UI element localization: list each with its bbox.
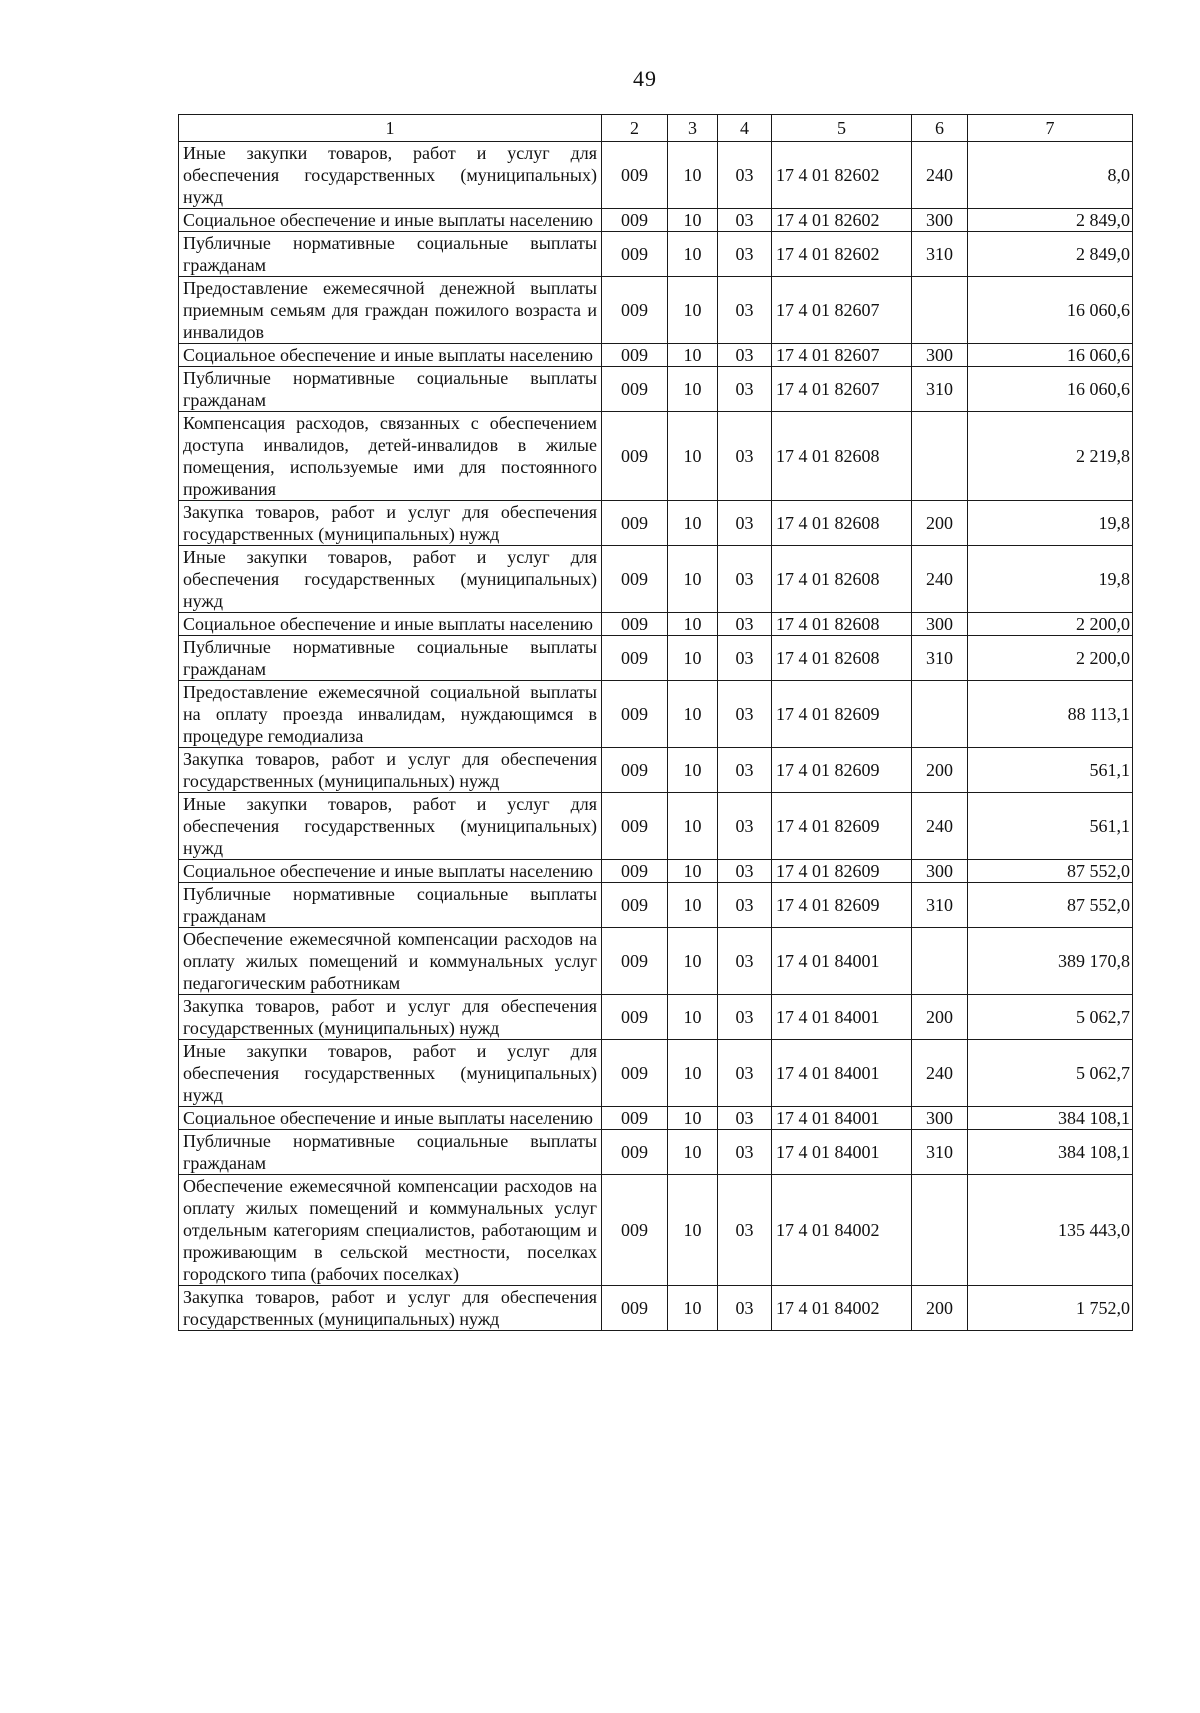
header-col-7: 7 — [968, 115, 1133, 142]
row-target-article: 17 4 01 82607 — [772, 277, 912, 344]
header-col-5: 5 — [772, 115, 912, 142]
row-grbs-code: 009 — [602, 1107, 668, 1130]
header-col-4: 4 — [718, 115, 772, 142]
row-target-article: 17 4 01 82608 — [772, 501, 912, 546]
row-target-article: 17 4 01 82608 — [772, 412, 912, 501]
row-section-code: 10 — [668, 928, 718, 995]
row-amount: 5 062,7 — [968, 1040, 1133, 1107]
row-grbs-code: 009 — [602, 277, 668, 344]
budget-table — [178, 114, 1133, 1331]
row-section-code: 10 — [668, 793, 718, 860]
row-grbs-code: 009 — [602, 1286, 668, 1331]
row-subsection-code: 03 — [718, 1040, 772, 1107]
row-expense-type: 300 — [912, 344, 968, 367]
row-grbs-code: 009 — [602, 501, 668, 546]
row-target-article: 17 4 01 84001 — [772, 995, 912, 1040]
row-amount: 16 060,6 — [968, 277, 1133, 344]
row-subsection-code: 03 — [718, 883, 772, 928]
row-expense-type: 300 — [912, 613, 968, 636]
table-row — [179, 613, 1133, 636]
row-target-article: 17 4 01 84001 — [772, 1107, 912, 1130]
row-subsection-code: 03 — [718, 793, 772, 860]
row-description: Социальное обеспечение и иные выплаты населению — [179, 209, 602, 232]
row-description: Социальное обеспечение и иные выплаты населению — [179, 344, 602, 367]
row-amount: 88 113,1 — [968, 681, 1133, 748]
row-subsection-code: 03 — [718, 277, 772, 344]
row-section-code: 10 — [668, 636, 718, 681]
row-amount: 2 200,0 — [968, 636, 1133, 681]
row-target-article: 17 4 01 84002 — [772, 1175, 912, 1286]
header-col-3: 3 — [668, 115, 718, 142]
row-description: Обеспечение ежемесячной компенсации расходов на оплату жилых помещений и коммунальных услуг педагогическим работникам — [179, 928, 602, 995]
row-description: Закупка товаров, работ и услуг для обеспечения государственных (муниципальных) нужд — [179, 1286, 602, 1331]
row-grbs-code: 009 — [602, 681, 668, 748]
row-section-code: 10 — [668, 748, 718, 793]
table-row — [179, 367, 1133, 412]
row-grbs-code: 009 — [602, 613, 668, 636]
row-target-article: 17 4 01 82602 — [772, 232, 912, 277]
row-grbs-code: 009 — [602, 142, 668, 209]
row-target-article: 17 4 01 82609 — [772, 793, 912, 860]
row-amount: 8,0 — [968, 142, 1133, 209]
row-target-article: 17 4 01 82609 — [772, 860, 912, 883]
row-amount: 19,8 — [968, 546, 1133, 613]
row-expense-type: 200 — [912, 501, 968, 546]
row-subsection-code: 03 — [718, 1286, 772, 1331]
row-expense-type: 310 — [912, 232, 968, 277]
row-section-code: 10 — [668, 1175, 718, 1286]
row-target-article: 17 4 01 82608 — [772, 636, 912, 681]
row-subsection-code: 03 — [718, 209, 772, 232]
row-subsection-code: 03 — [718, 613, 772, 636]
row-description: Иные закупки товаров, работ и услуг для обеспечения государственных (муниципальных) нужд — [179, 1040, 602, 1107]
table-row — [179, 883, 1133, 928]
row-description: Публичные нормативные социальные выплаты гражданам — [179, 232, 602, 277]
row-grbs-code: 009 — [602, 860, 668, 883]
row-expense-type: 310 — [912, 1130, 968, 1175]
row-expense-type: 300 — [912, 1107, 968, 1130]
row-target-article: 17 4 01 84001 — [772, 1040, 912, 1107]
table-row — [179, 1107, 1133, 1130]
row-grbs-code: 009 — [602, 1130, 668, 1175]
table-row — [179, 142, 1133, 209]
row-description: Публичные нормативные социальные выплаты гражданам — [179, 636, 602, 681]
row-section-code: 10 — [668, 412, 718, 501]
row-grbs-code: 009 — [602, 1040, 668, 1107]
row-description: Публичные нормативные социальные выплаты гражданам — [179, 367, 602, 412]
header-col-2: 2 — [602, 115, 668, 142]
row-section-code: 10 — [668, 681, 718, 748]
row-grbs-code: 009 — [602, 367, 668, 412]
row-section-code: 10 — [668, 1040, 718, 1107]
row-description: Иные закупки товаров, работ и услуг для обеспечения государственных (муниципальных) нужд — [179, 142, 602, 209]
row-amount: 135 443,0 — [968, 1175, 1133, 1286]
row-section-code: 10 — [668, 883, 718, 928]
row-amount: 87 552,0 — [968, 860, 1133, 883]
row-subsection-code: 03 — [718, 546, 772, 613]
row-grbs-code: 009 — [602, 928, 668, 995]
row-section-code: 10 — [668, 232, 718, 277]
table-row — [179, 636, 1133, 681]
row-section-code: 10 — [668, 367, 718, 412]
row-expense-type: 200 — [912, 1286, 968, 1331]
row-amount: 389 170,8 — [968, 928, 1133, 995]
row-amount: 2 219,8 — [968, 412, 1133, 501]
row-subsection-code: 03 — [718, 142, 772, 209]
row-target-article: 17 4 01 82607 — [772, 367, 912, 412]
row-description: Социальное обеспечение и иные выплаты населению — [179, 860, 602, 883]
table-header — [179, 115, 1133, 142]
row-expense-type: 310 — [912, 883, 968, 928]
row-expense-type — [912, 412, 968, 501]
row-expense-type: 300 — [912, 209, 968, 232]
row-expense-type: 200 — [912, 995, 968, 1040]
row-target-article: 17 4 01 84001 — [772, 1130, 912, 1175]
page-number: 49 — [633, 66, 657, 91]
row-subsection-code: 03 — [718, 1130, 772, 1175]
row-grbs-code: 009 — [602, 344, 668, 367]
row-grbs-code: 009 — [602, 412, 668, 501]
row-description: Закупка товаров, работ и услуг для обеспечения государственных (муниципальных) нужд — [179, 748, 602, 793]
table-row — [179, 1040, 1133, 1107]
header-row — [179, 115, 1133, 142]
row-description: Социальное обеспечение и иные выплаты населению — [179, 613, 602, 636]
row-subsection-code: 03 — [718, 412, 772, 501]
row-subsection-code: 03 — [718, 501, 772, 546]
row-section-code: 10 — [668, 277, 718, 344]
row-amount: 2 849,0 — [968, 232, 1133, 277]
row-section-code: 10 — [668, 546, 718, 613]
row-section-code: 10 — [668, 1130, 718, 1175]
row-expense-type — [912, 1175, 968, 1286]
row-description: Закупка товаров, работ и услуг для обеспечения государственных (муниципальных) нужд — [179, 501, 602, 546]
row-subsection-code: 03 — [718, 681, 772, 748]
table-row — [179, 860, 1133, 883]
table-row — [179, 793, 1133, 860]
row-section-code: 10 — [668, 860, 718, 883]
row-target-article: 17 4 01 82609 — [772, 748, 912, 793]
table-row — [179, 928, 1133, 995]
row-subsection-code: 03 — [718, 367, 772, 412]
row-subsection-code: 03 — [718, 995, 772, 1040]
row-expense-type: 240 — [912, 142, 968, 209]
row-section-code: 10 — [668, 501, 718, 546]
row-description: Социальное обеспечение и иные выплаты населению — [179, 1107, 602, 1130]
row-amount: 16 060,6 — [968, 367, 1133, 412]
row-grbs-code: 009 — [602, 995, 668, 1040]
row-amount: 561,1 — [968, 748, 1133, 793]
row-section-code: 10 — [668, 613, 718, 636]
row-section-code: 10 — [668, 142, 718, 209]
row-description: Компенсация расходов, связанных с обеспечением доступа инвалидов, детей-инвалидов в жилые помещения, используемые ими для постоянного проживания — [179, 412, 602, 501]
row-description: Предоставление ежемесячной денежной выплаты приемным семьям для граждан пожилого возраста и инвалидов — [179, 277, 602, 344]
row-grbs-code: 009 — [602, 748, 668, 793]
row-expense-type: 200 — [912, 748, 968, 793]
row-target-article: 17 4 01 82602 — [772, 209, 912, 232]
row-grbs-code: 009 — [602, 883, 668, 928]
row-amount: 384 108,1 — [968, 1107, 1133, 1130]
row-subsection-code: 03 — [718, 1107, 772, 1130]
row-description: Иные закупки товаров, работ и услуг для обеспечения государственных (муниципальных) нужд — [179, 546, 602, 613]
row-amount: 2 200,0 — [968, 613, 1133, 636]
row-expense-type — [912, 277, 968, 344]
row-subsection-code: 03 — [718, 1175, 772, 1286]
row-description: Закупка товаров, работ и услуг для обеспечения государственных (муниципальных) нужд — [179, 995, 602, 1040]
row-section-code: 10 — [668, 1107, 718, 1130]
row-grbs-code: 009 — [602, 546, 668, 613]
header-col-6: 6 — [912, 115, 968, 142]
table-row — [179, 209, 1133, 232]
row-subsection-code: 03 — [718, 928, 772, 995]
table-row — [179, 546, 1133, 613]
row-amount: 5 062,7 — [968, 995, 1133, 1040]
row-description: Предоставление ежемесячной социальной выплаты на оплату проезда инвалидам, нуждающимся в процедуре гемодиализа — [179, 681, 602, 748]
row-description: Иные закупки товаров, работ и услуг для обеспечения государственных (муниципальных) нужд — [179, 793, 602, 860]
row-expense-type: 310 — [912, 367, 968, 412]
table-body — [179, 142, 1133, 1331]
row-target-article: 17 4 01 82609 — [772, 681, 912, 748]
row-section-code: 10 — [668, 209, 718, 232]
row-grbs-code: 009 — [602, 793, 668, 860]
row-subsection-code: 03 — [718, 344, 772, 367]
row-subsection-code: 03 — [718, 748, 772, 793]
row-subsection-code: 03 — [718, 636, 772, 681]
row-amount: 87 552,0 — [968, 883, 1133, 928]
row-expense-type: 240 — [912, 793, 968, 860]
row-target-article: 17 4 01 82609 — [772, 883, 912, 928]
row-grbs-code: 009 — [602, 209, 668, 232]
row-expense-type: 240 — [912, 546, 968, 613]
row-amount: 19,8 — [968, 501, 1133, 546]
row-expense-type: 240 — [912, 1040, 968, 1107]
row-target-article: 17 4 01 82608 — [772, 546, 912, 613]
row-expense-type: 300 — [912, 860, 968, 883]
row-section-code: 10 — [668, 344, 718, 367]
table-row — [179, 1175, 1133, 1286]
row-amount: 561,1 — [968, 793, 1133, 860]
row-target-article: 17 4 01 82602 — [772, 142, 912, 209]
row-description: Публичные нормативные социальные выплаты гражданам — [179, 883, 602, 928]
row-description: Обеспечение ежемесячной компенсации расходов на оплату жилых помещений и коммунальных услуг отдельным категориям специалистов, работающим и проживающим в сельской местности, поселках городского типа (рабочих поселках) — [179, 1175, 602, 1286]
row-expense-type — [912, 681, 968, 748]
table-row — [179, 501, 1133, 546]
row-target-article: 17 4 01 84001 — [772, 928, 912, 995]
table-row — [179, 232, 1133, 277]
row-amount: 384 108,1 — [968, 1130, 1133, 1175]
row-section-code: 10 — [668, 995, 718, 1040]
row-amount: 1 752,0 — [968, 1286, 1133, 1331]
header-col-1: 1 — [179, 115, 602, 142]
row-description: Публичные нормативные социальные выплаты гражданам — [179, 1130, 602, 1175]
table-row — [179, 412, 1133, 501]
table-row — [179, 344, 1133, 367]
row-grbs-code: 009 — [602, 232, 668, 277]
table-row — [179, 1286, 1133, 1331]
row-subsection-code: 03 — [718, 232, 772, 277]
table-row — [179, 681, 1133, 748]
table-row — [179, 277, 1133, 344]
row-amount: 2 849,0 — [968, 209, 1133, 232]
row-target-article: 17 4 01 82608 — [772, 613, 912, 636]
row-grbs-code: 009 — [602, 636, 668, 681]
row-subsection-code: 03 — [718, 860, 772, 883]
table-row — [179, 1130, 1133, 1175]
row-expense-type — [912, 928, 968, 995]
row-target-article: 17 4 01 84002 — [772, 1286, 912, 1331]
row-target-article: 17 4 01 82607 — [772, 344, 912, 367]
row-section-code: 10 — [668, 1286, 718, 1331]
table-row — [179, 748, 1133, 793]
row-amount: 16 060,6 — [968, 344, 1133, 367]
row-expense-type: 310 — [912, 636, 968, 681]
table-row — [179, 995, 1133, 1040]
row-grbs-code: 009 — [602, 1175, 668, 1286]
